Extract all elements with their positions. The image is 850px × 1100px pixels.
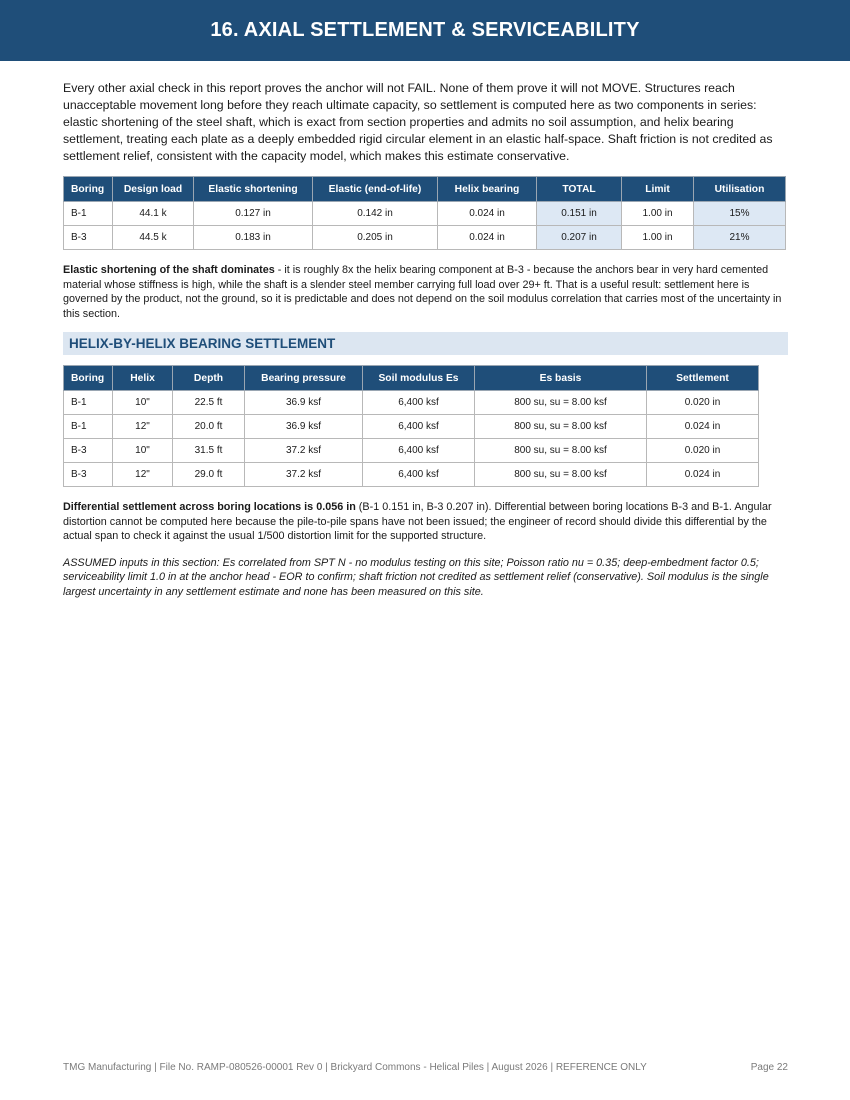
footer-info: TMG Manufacturing | File No. RAMP-080526-00001 Rev 0 | Brickyard Commons - Helical Piles | August 2026 | REFERENCE ONLY [63, 1062, 647, 1073]
helix-table-header-row [64, 366, 759, 391]
total-cell: 0.207 in [537, 226, 622, 250]
table-cell: 29.0 ft [173, 463, 245, 487]
column-header: Helix [113, 366, 173, 391]
page-title: 16. AXIAL SETTLEMENT & SERVICEABILITY [210, 19, 640, 41]
table-row [64, 463, 759, 487]
table-cell: 10" [113, 391, 173, 415]
column-header: Soil modulus Es [363, 366, 475, 391]
summary-table [63, 176, 786, 250]
page-footer [63, 1062, 788, 1073]
column-header: Boring [64, 177, 113, 202]
table-cell: 6,400 ksf [363, 463, 475, 487]
table-cell: 6,400 ksf [363, 439, 475, 463]
table-cell: 800 su, su = 8.00 ksf [475, 391, 647, 415]
differential-note [63, 500, 788, 544]
helix-section-header [63, 332, 788, 355]
table-cell: 0.024 in [438, 226, 537, 250]
table-cell: 10" [113, 439, 173, 463]
table-cell: B-1 [64, 415, 113, 439]
table-cell: 6,400 ksf [363, 415, 475, 439]
table-cell: 1.00 in [622, 202, 694, 226]
differential-note-text: (B-1 0.151 in, B-3 0.207 in). Differential between boring locations B-3 and B-1. Angular distortion cannot be computed here because the pile-to-pile spans have not been issued; the engineer of record should divide this differential by the actual span to check it against the usual 1/500 distortion limit for the supported structure. [63, 501, 772, 542]
table-cell: 800 su, su = 8.00 ksf [475, 463, 647, 487]
table-row [64, 202, 786, 226]
table-cell: 44.5 k [113, 226, 194, 250]
helix-table [63, 365, 759, 487]
table-cell: 800 su, su = 8.00 ksf [475, 439, 647, 463]
column-header: Settlement [647, 366, 759, 391]
table-cell: 0.020 in [647, 391, 759, 415]
utilisation-cell: 15% [694, 202, 786, 226]
column-header: Elastic shortening [194, 177, 313, 202]
column-header: Limit [622, 177, 694, 202]
helix-section-title: HELIX-BY-HELIX BEARING SETTLEMENT [69, 336, 336, 351]
table-cell: 20.0 ft [173, 415, 245, 439]
column-header: Helix bearing [438, 177, 537, 202]
intro-paragraph: Every other axial check in this report proves the anchor will not FAIL. None of them prove it will not MOVE. Structures reach unacceptable movement long before they reach ultimate capacity, so settlement is computed here as two components in series: elastic shortening of the steel shaft, which is exact from section properties and admits no soil assumption, and helix bearing settlement, treating each plate as a deeply embedded rigid circular element in an elastic half-space. Shaft friction is not credited as settlement relief, consistent with the capacity model, which makes this estimate conservative. [63, 81, 773, 163]
summary-table-header-row [64, 177, 786, 202]
table-cell: 6,400 ksf [363, 391, 475, 415]
table-cell: 12" [113, 463, 173, 487]
table-cell: 31.5 ft [173, 439, 245, 463]
utilisation-cell: 21% [694, 226, 786, 250]
column-header: TOTAL [537, 177, 622, 202]
table-cell: 0.024 in [438, 202, 537, 226]
column-header: Depth [173, 366, 245, 391]
table-cell: 44.1 k [113, 202, 194, 226]
page-number: Page 22 [750, 1062, 788, 1073]
column-header: Utilisation [694, 177, 786, 202]
dominance-note [63, 263, 788, 321]
table-cell: B-3 [64, 463, 113, 487]
page-content [63, 80, 788, 599]
table-cell: 37.2 ksf [245, 463, 363, 487]
column-header: Design load [113, 177, 194, 202]
table-row [64, 226, 786, 250]
table-cell: 0.205 in [313, 226, 438, 250]
table-cell: B-1 [64, 391, 113, 415]
differential-note-lead: Differential settlement across boring locations is 0.056 in [63, 501, 356, 513]
table-cell: 0.024 in [647, 463, 759, 487]
total-cell: 0.151 in [537, 202, 622, 226]
table-cell: 800 su, su = 8.00 ksf [475, 415, 647, 439]
table-row [64, 439, 759, 463]
column-header: Bearing pressure [245, 366, 363, 391]
section-banner [0, 0, 850, 61]
dominance-note-text: - it is roughly 8x the helix bearing component at B-3 - because the anchors bear in very hard cemented material whose stiffness is high, while the shaft is a slender steel member carrying full load over 29+ ft. That is a useful result: settlement here is governed by the product, not the ground, so it is predictable and does not depend on the soil modulus correlation that carries most of the uncertainty in this section. [63, 264, 782, 320]
table-cell: 12" [113, 415, 173, 439]
assumed-inputs-note: ASSUMED inputs in this section: Es correlated from SPT N - no modulus testing on this site; Poisson ratio nu = 0.35; deep-embedment factor 0.5; serviceability limit 1.0 in at the anchor head - EOR to confirm; shaft friction not credited as settlement relief (conservative). Soil modulus is the single largest uncertainty in any settlement estimate and none has been measured on this site. [63, 556, 769, 598]
table-cell: 22.5 ft [173, 391, 245, 415]
table-cell: 36.9 ksf [245, 391, 363, 415]
table-cell: 0.183 in [194, 226, 313, 250]
column-header: Elastic (end-of-life) [313, 177, 438, 202]
table-cell: 37.2 ksf [245, 439, 363, 463]
column-header: Es basis [475, 366, 647, 391]
table-cell: 0.127 in [194, 202, 313, 226]
table-cell: 1.00 in [622, 226, 694, 250]
table-cell: B-3 [64, 439, 113, 463]
table-cell: 0.020 in [647, 439, 759, 463]
table-row [64, 391, 759, 415]
table-cell: 0.024 in [647, 415, 759, 439]
table-cell: B-1 [64, 202, 113, 226]
dominance-note-lead: Elastic shortening of the shaft dominates [63, 264, 275, 276]
table-cell: 0.142 in [313, 202, 438, 226]
table-row [64, 415, 759, 439]
table-cell: B-3 [64, 226, 113, 250]
column-header: Boring [64, 366, 113, 391]
table-cell: 36.9 ksf [245, 415, 363, 439]
